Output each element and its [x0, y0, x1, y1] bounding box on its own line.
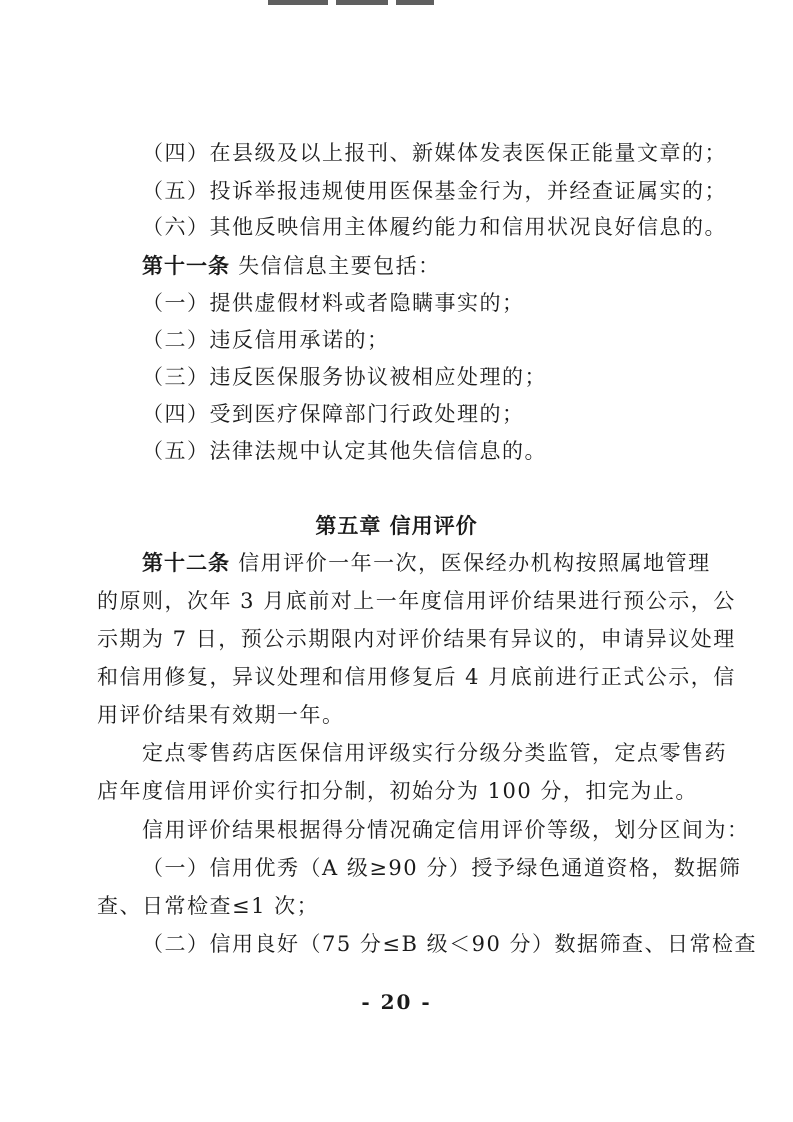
paragraph-line: 店年度信用评价实行扣分制，初始分为 100 分，扣完为止。: [97, 779, 698, 803]
article-11-title: 第十一条: [142, 254, 230, 278]
paragraph-line: （四）在县级及以上报刊、新媒体发表医保正能量文章的；: [142, 141, 727, 165]
header-scan-mark: [268, 0, 438, 5]
article-11-line: [142, 254, 441, 278]
chapter-heading: 第五章 信用评价: [315, 514, 478, 538]
list-item: （四）受到医疗保障部门行政处理的；: [142, 402, 525, 426]
page-number: - 20 -: [361, 990, 432, 1014]
list-item: （一）提供虚假材料或者隐瞒事实的；: [142, 291, 525, 315]
paragraph-line: 和信用修复，异议处理和信用修复后 4 月底前进行正式公示，信: [97, 665, 736, 689]
article-12-text: 信用评价一年一次，医保经办机构按照属地管理: [230, 551, 711, 575]
paragraph-line: 用评价结果有效期一年。: [97, 703, 345, 727]
paragraph-line: （六）其他反映信用主体履约能力和信用状况良好信息的。: [142, 215, 727, 239]
paragraph-line: 定点零售药店医保信用评级实行分级分类监管，定点零售药: [142, 741, 727, 765]
list-item: （二）违反信用承诺的；: [142, 328, 390, 352]
article-12-line: [142, 551, 711, 575]
list-item: （五）法律法规中认定其他失信信息的。: [142, 439, 547, 463]
paragraph-line: 信用评价结果根据得分情况确定信用评价等级，划分区间为：: [142, 818, 750, 842]
paragraph-line: 示期为 7 日，预公示期限内对评价结果有异议的，申请异议处理: [97, 627, 736, 651]
paragraph-line: （五）投诉举报违规使用医保基金行为，并经查证属实的；: [142, 179, 727, 203]
list-item: （三）违反医保服务协议被相应处理的；: [142, 365, 547, 389]
article-12-title: 第十二条: [142, 551, 230, 575]
list-item: （二）信用良好（75 分≤B 级＜90 分）数据筛查、日常检查: [142, 932, 757, 956]
paragraph-line: 的原则，次年 3 月底前对上一年度信用评价结果进行预公示，公: [97, 589, 736, 613]
article-11-text: 失信信息主要包括：: [230, 254, 441, 278]
list-item: （一）信用优秀（A 级≥90 分）授予绿色通道资格，数据筛: [142, 856, 742, 880]
list-item-continuation: 查、日常检查≤1 次；: [97, 894, 320, 918]
